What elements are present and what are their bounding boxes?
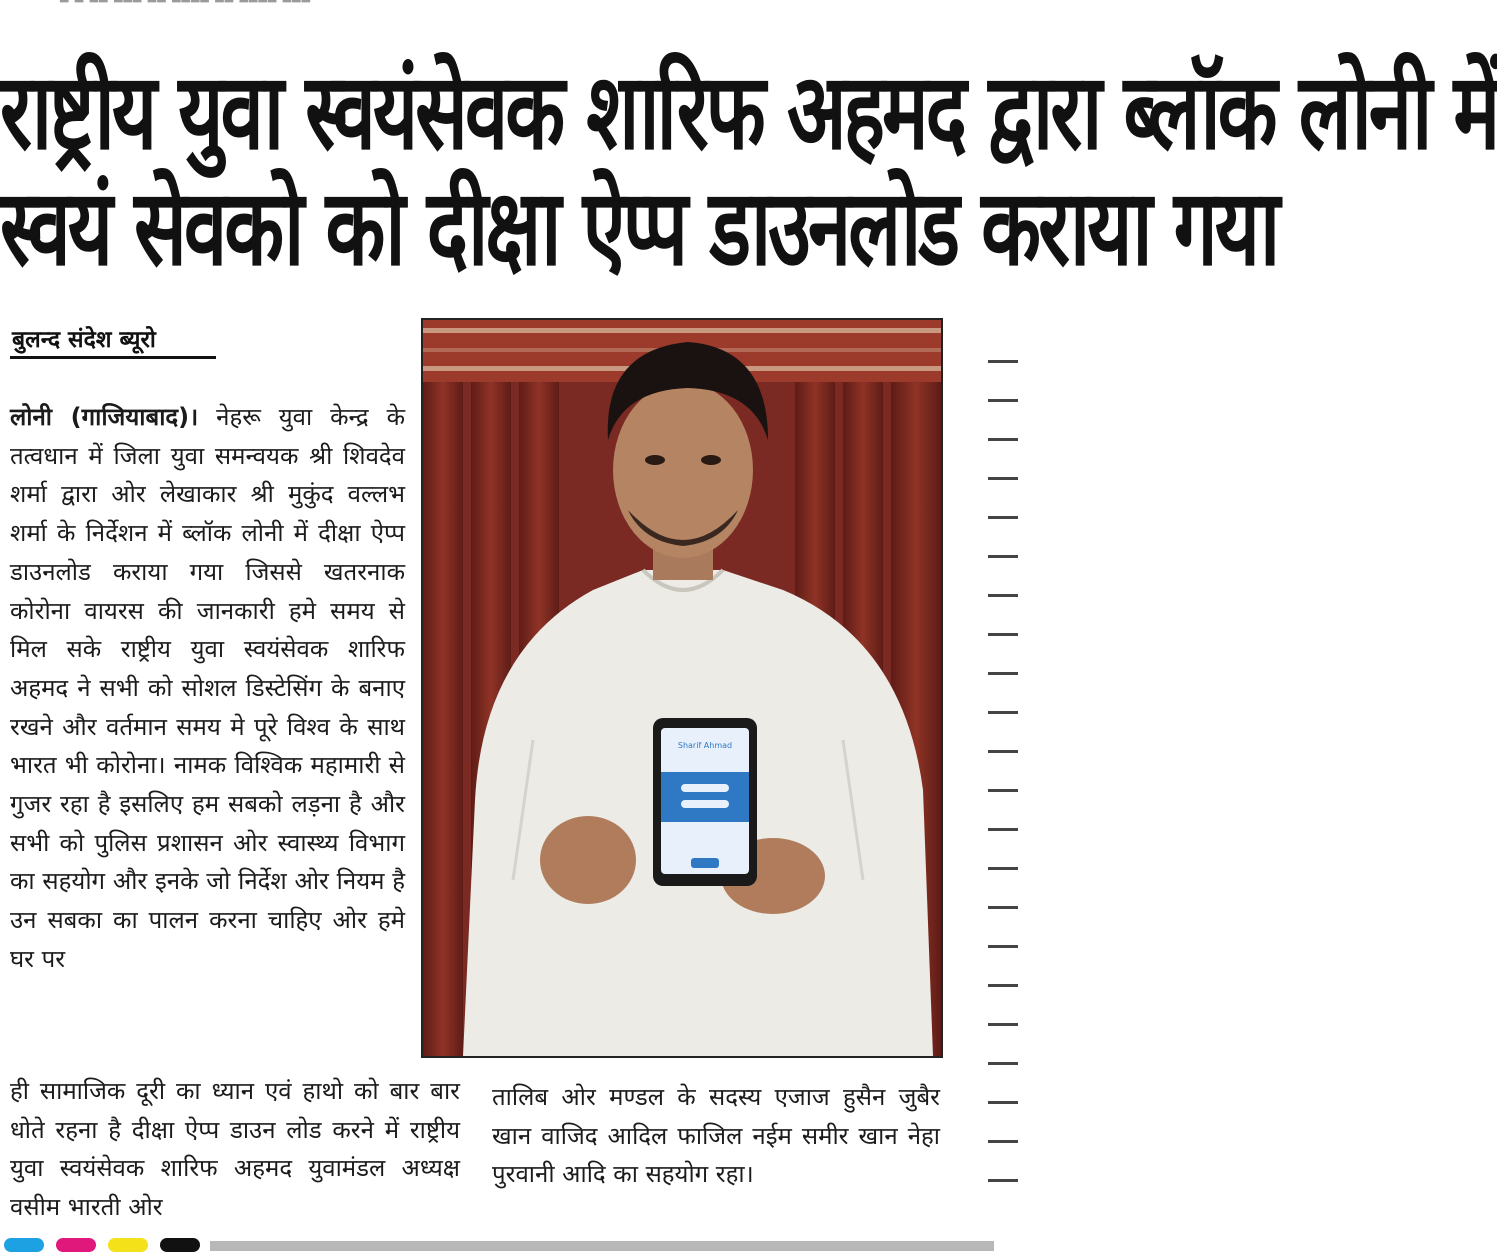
cyan-registration-dot (4, 1238, 44, 1252)
clipped-text-ghost: ━ ━ ━━ ━━━ ━━ ━━━━ ━━ ━━━━ ━━━ (60, 0, 312, 10)
photo-illustration (423, 320, 941, 1056)
news-photo (421, 318, 943, 1058)
column-1-text: नेहरू युवा केन्द्र के तत्वधान में जिला युवा समन्वयक श्री शिवदेव शर्मा द्वारा ओर लेखाकार श्री मुकुंद वल्लभ शर्मा के निर्देशन में ब्लॉक लोनी में दीक्षा ऐप्प डाउनलोड कराया गया जिससे खतरनाक कोरोना वायरस की जानकारी हमे समय से मिल सके राष्ट्रीय युवा स्वयंसेवक शारिफ अहमद ने सभी को सोशल डिस्टेसिंग के बनाए रखने और वर्तमान समय मे पूरे विश्व के साथ भारत भी कोरोना। नामक विश्विक महामारी से गुजर रहा है इसलिए हम सबको लड़ना है और सभी को पुलिस प्रशासन ओर स्वास्थ्य विभाग का सहयोग और इनके जो निर्देश ओर नियम है उन सबका का पालन करना चाहिए ओर हमे घर पर (10, 403, 405, 973)
byline-underline (10, 356, 216, 359)
article-wide-text: ही सामाजिक दूरी का ध्यान एवं हाथो को बार बार धोते रहना है दीक्षा ऐप्प डाउन लोड करने में राष्ट्रीय युवा स्वयंसेवक शारिफ अहमद युवामंडल अध्यक्ष वसीम भारती ओर (10, 1077, 460, 1222)
black-registration-dot (160, 1238, 200, 1252)
dateline: लोनी (गाजियाबाद)। (10, 403, 199, 431)
article-column-1 (10, 398, 405, 979)
gray-band (210, 1241, 994, 1251)
phone-screen-name: Sharif Ahmad (677, 741, 733, 750)
yellow-registration-dot (108, 1238, 148, 1252)
headline-line-2: स्वयं सेवको को दीक्षा ऐप्प डाउनलोड कराया गया (0, 167, 1278, 290)
article-column-2: तालिब ओर मण्डल के सदस्य एजाज हुसैन जुबैर खान वाजिद आदिल फाजिल नईम समीर खान नेहा पुरवानी आदि का सहयोग रहा। (492, 1083, 940, 1189)
headline-line-1: राष्ट्रीय युवा स्वयंसेवक शारिफ अहमद द्वारा ब्लॉक लोनी में (0, 51, 1497, 174)
print-registration-bar (0, 1236, 994, 1254)
next-column-clipped-text (958, 360, 994, 1220)
phone (653, 718, 757, 886)
byline: बुलन्द संदेश ब्यूरो (12, 327, 156, 353)
magenta-registration-dot (56, 1238, 96, 1252)
previous-page-text-fragment (0, 0, 994, 14)
headline (0, 51, 1497, 290)
